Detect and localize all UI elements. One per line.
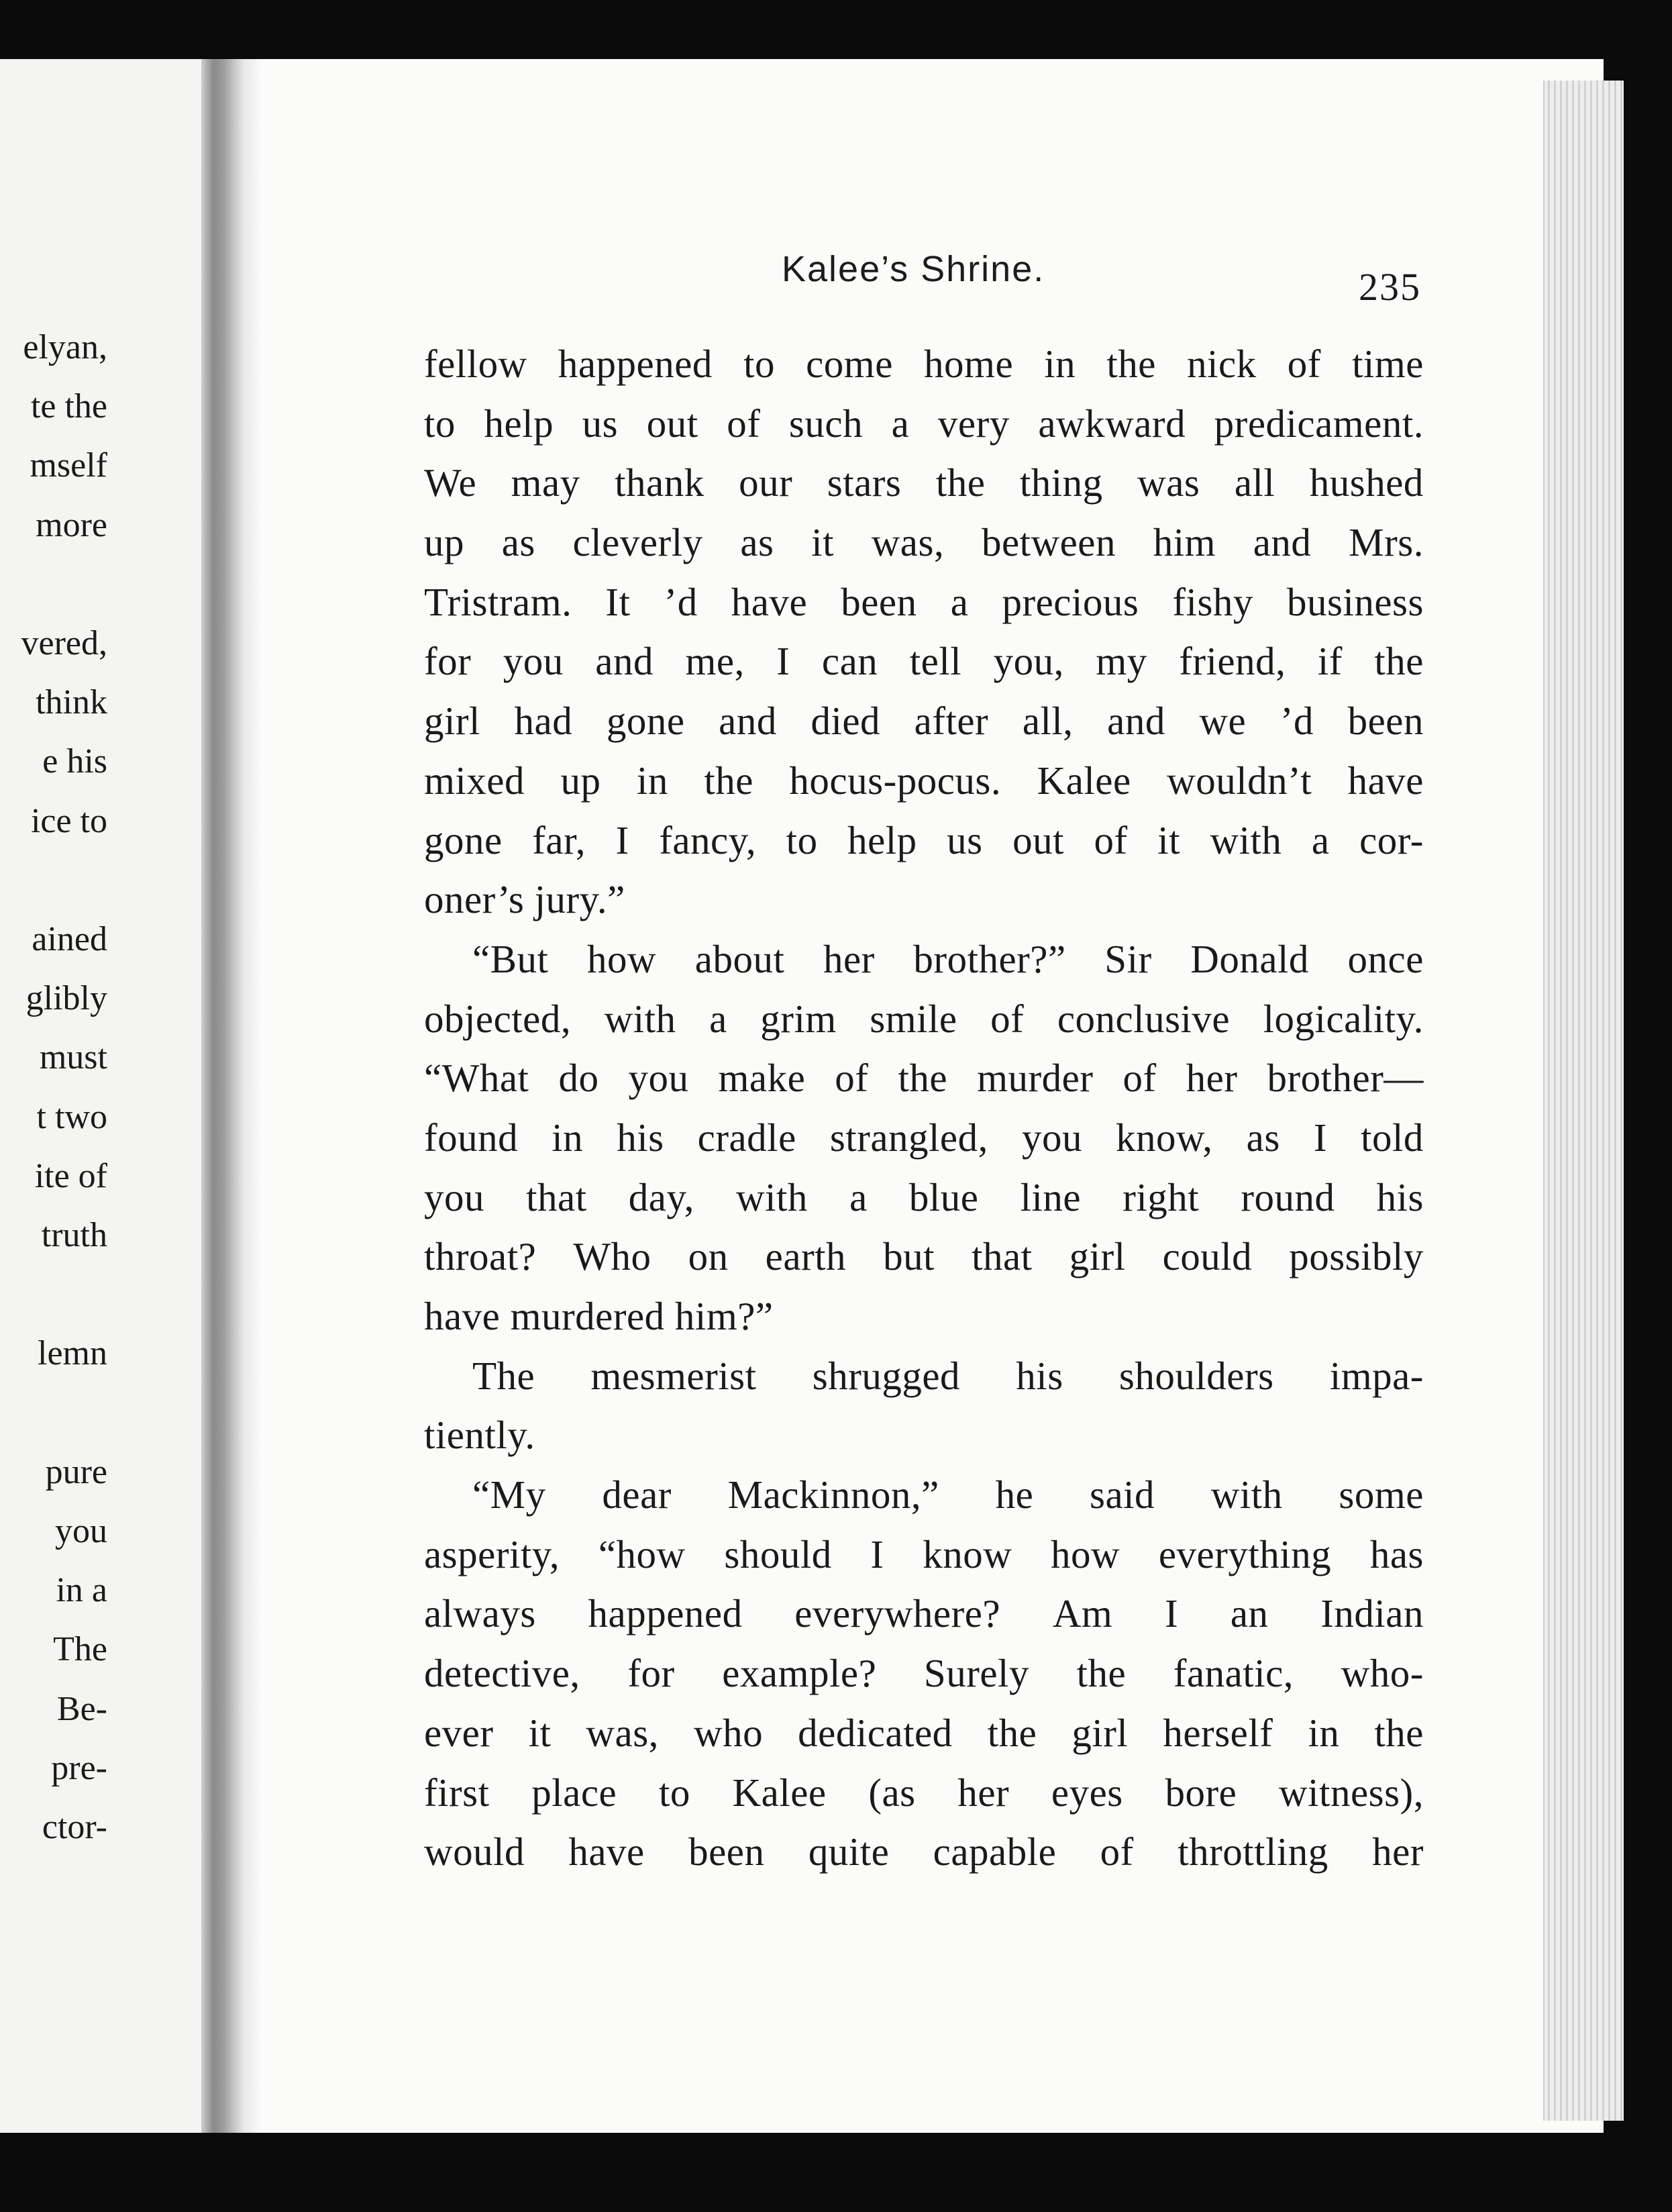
word: and [1107,699,1165,744]
word: on [688,1234,729,1279]
word: how [1051,1531,1120,1576]
text-line [424,989,1424,1049]
word: We [424,460,477,505]
body-text [424,334,1424,1882]
word: a [891,401,910,446]
left-page-line: mself [30,446,107,485]
word: Indian [1320,1591,1424,1636]
word: a [1311,817,1330,862]
left-page-line: glibly [25,979,107,1018]
word: it [1157,817,1180,862]
word: has [1369,1531,1424,1576]
scan-border-top [0,0,1672,59]
word: I [870,1531,884,1576]
word: could [1162,1234,1253,1279]
left-page-line: vered, [21,624,107,662]
word: herself [1163,1710,1273,1755]
word: stars [827,460,902,505]
word: detective, [424,1651,580,1696]
left-page [0,59,201,2133]
word: dedicated [798,1710,953,1755]
text-line [424,1168,1424,1227]
word: have [731,579,808,624]
text-line [424,572,1424,632]
word: ever [424,1710,494,1755]
text-line [424,1525,1424,1585]
word: fishy [1172,579,1253,624]
word: of [1094,817,1128,862]
word: in [636,758,668,803]
word: all [1234,460,1275,505]
word: murder [977,1056,1094,1101]
text-line [424,1048,1424,1108]
left-page-line: te the [30,387,107,426]
text-line [424,1822,1424,1882]
word: day, [628,1174,694,1219]
word: capable [933,1829,1057,1874]
word: dear [602,1472,672,1517]
word: been [1347,699,1424,744]
word: for [424,639,472,684]
word: should [724,1531,832,1576]
word: throat? [424,1234,537,1279]
text-line [424,691,1424,751]
word: Mackinnon,” [727,1472,939,1517]
left-page-line: The [53,1630,107,1669]
left-page-line: must [39,1038,107,1077]
word: everywhere? [794,1591,1001,1636]
left-page-line: t two [36,1097,107,1136]
word: I [776,639,790,684]
left-page-line: pre- [51,1748,107,1787]
word: friend, [1179,639,1286,684]
word: you [1021,1115,1082,1160]
left-page-line: in a [56,1571,107,1610]
word: “how [598,1531,686,1576]
word: was, [871,520,945,565]
word: I [1313,1115,1328,1160]
word: “My [472,1472,546,1517]
word: can [821,639,878,684]
word: very [937,401,1010,446]
word: her [957,1770,1010,1815]
word: round [1241,1174,1335,1219]
word: blue [908,1174,979,1219]
word: make [718,1056,806,1101]
word: the [935,460,986,505]
word: brother— [1267,1056,1424,1101]
text-line [424,751,1424,811]
word: mesmerist [590,1353,757,1398]
word: help [484,401,554,446]
word: tell [909,639,962,684]
left-page-line: you [55,1512,107,1550]
text-line [424,1108,1424,1168]
word: place [531,1770,617,1815]
word: hushed [1309,460,1424,505]
word: between [981,520,1116,565]
word: our [739,460,793,505]
word: us [582,401,619,446]
word: the [704,758,753,803]
word: conclusive [1057,996,1231,1041]
word: him [1153,520,1216,565]
word: ’d [1279,699,1314,744]
word: after [914,699,989,744]
word: with [736,1174,808,1219]
word: Kalee [732,1770,827,1815]
word: predicament. [1214,401,1424,446]
word: shoulders [1118,1353,1274,1398]
word: of [835,1056,869,1101]
word: example? [722,1651,877,1696]
text-line [424,811,1424,870]
text-line [424,1227,1424,1287]
word: the [898,1056,948,1101]
word: all, [1022,699,1074,744]
text-line: tiently. [424,1413,535,1458]
word: have [1347,758,1424,803]
left-page-line: elyan, [23,328,107,366]
word: with [1210,1472,1283,1517]
word: The [472,1353,535,1398]
word: cor- [1359,817,1424,862]
word: may [511,460,580,505]
word: precious [1002,579,1139,624]
left-page-line: lemn [38,1334,107,1373]
word: was [1137,460,1200,505]
word: up [560,758,601,803]
word: was, [586,1710,659,1755]
text-line [424,1644,1424,1703]
word: Kalee [1037,758,1131,803]
running-title: Kalee’s Shrine. [782,249,1045,289]
word: died [811,699,881,744]
word: he [995,1472,1034,1517]
word: always [424,1591,536,1636]
word: girl [1069,1234,1126,1279]
page-number: 235 [1359,265,1421,309]
text-line: oner’s jury.” [424,877,625,922]
word: but [883,1234,935,1279]
word: home [924,342,1014,386]
word: girl [1072,1710,1129,1755]
text-line [424,632,1424,691]
left-page-line: think [36,683,107,722]
word: been [688,1829,765,1874]
word: of [1122,1056,1157,1101]
word: grim [760,996,837,1041]
text-line [424,1703,1424,1763]
word: It [605,579,631,624]
word: us [947,817,983,862]
word: and [719,699,777,744]
left-page-line: more [36,505,107,544]
word: as [740,520,774,565]
word: brother?” [913,936,1066,981]
word: know [923,1531,1012,1576]
word: to [424,401,456,446]
word: of [727,401,761,446]
word: told [1361,1115,1424,1160]
scan-border-right [1624,0,1672,2212]
word: the [1374,639,1424,684]
word: me, [685,639,745,684]
left-page-line: ctor- [42,1808,107,1846]
word: the [1106,342,1156,386]
word: you [424,1174,484,1219]
word: “What [424,1056,529,1101]
word: fanatic, [1173,1651,1294,1696]
word: (as [868,1770,916,1815]
word: mixed [424,758,525,803]
word: an [1230,1591,1269,1636]
text-line [424,1584,1424,1644]
word: to [658,1770,690,1815]
word: would [424,1829,525,1874]
word: and [595,639,654,684]
word: once [1347,936,1424,981]
word: line [1020,1174,1082,1219]
word: out [1012,817,1065,862]
word: know, [1116,1115,1213,1160]
word: logicality. [1263,996,1424,1041]
word: found [424,1115,519,1160]
word: for [627,1651,675,1696]
text-line [424,1465,1424,1525]
left-page-line: pure [45,1452,107,1491]
word: as [501,520,535,565]
word: cradle [697,1115,796,1160]
word: with [604,996,676,1041]
word: impa- [1329,1353,1424,1398]
word: it [811,520,834,565]
word: his [1016,1353,1063,1398]
scan-border-bottom [0,2133,1672,2212]
word: fellow [424,342,527,386]
left-page-line: ained [32,920,107,958]
word: come [806,342,893,386]
word: time [1352,342,1424,386]
word: wouldn’t [1167,758,1312,803]
book-gutter [201,59,262,2133]
word: that [526,1174,587,1219]
word: a [709,996,727,1041]
left-page-line: ice to [30,801,107,840]
word: of [990,996,1025,1041]
word: asperity, [424,1531,560,1576]
word: who [693,1710,764,1755]
word: Donald [1190,936,1309,981]
word: such [788,401,864,446]
word: as [1246,1115,1280,1160]
word: awkward [1038,401,1186,446]
word: in [552,1115,584,1160]
word: business [1286,579,1424,624]
left-page-line: truth [41,1216,107,1254]
word: I [1165,1591,1179,1636]
word: how [587,936,657,981]
word: happened [558,342,713,386]
word: with [1210,817,1282,862]
word: said [1089,1472,1155,1517]
text-line [424,929,1424,989]
word: Tristram. [424,579,572,624]
text-line: have murdered him?” [424,1294,774,1338]
word: you [503,639,564,684]
word: do [558,1056,599,1101]
word: that [972,1234,1033,1279]
word: have [568,1829,645,1874]
word: “But [472,936,549,981]
word: been [841,579,917,624]
text-line [424,1763,1424,1823]
word: to [786,817,818,862]
word: his [617,1115,664,1160]
word: her [1186,1056,1238,1101]
word: and [1253,520,1312,565]
word: a [950,579,969,624]
word: about [694,936,785,981]
word: a [849,1174,868,1219]
word: Sir [1104,936,1152,981]
word: we [1199,699,1247,744]
word: his [1376,1174,1424,1219]
text-line [424,394,1424,454]
text-line [424,453,1424,513]
word: strangled, [829,1115,988,1160]
word: shrugged [812,1353,961,1398]
word: the [1374,1710,1424,1755]
word: objected, [424,996,572,1041]
word: if [1317,639,1343,684]
word: everything [1158,1531,1332,1576]
word: eyes [1051,1770,1123,1815]
word: her [1372,1829,1424,1874]
word: happened [588,1591,743,1636]
word: gone [606,699,685,744]
word: Mrs. [1349,520,1424,565]
word: fancy, [659,817,757,862]
word: witness), [1279,1770,1424,1815]
word: the [987,1710,1037,1755]
word: who- [1341,1651,1424,1696]
word: in [1308,1710,1340,1755]
word: to [743,342,775,386]
word: it [528,1710,552,1755]
word: thank [615,460,704,505]
word: earth [765,1234,847,1279]
word: right [1122,1174,1200,1219]
word: I [615,817,629,862]
page-edges [1543,81,1625,2121]
text-line [424,1346,1424,1406]
word: bore [1165,1770,1237,1815]
word: my [1096,639,1147,684]
word: her [823,936,875,981]
word: of [1100,1829,1134,1874]
word: quite [808,1829,890,1874]
word: ’d [664,579,698,624]
word: you, [993,639,1064,684]
word: some [1339,1472,1424,1517]
text-line [424,513,1424,572]
word: Surely [923,1651,1029,1696]
left-page-line: Be- [56,1689,107,1728]
word: had [514,699,573,744]
word: Am [1052,1591,1113,1636]
word: the [1076,1651,1127,1696]
word: you [628,1056,689,1101]
word: smile [870,996,957,1041]
word: help [847,817,917,862]
word: girl [424,699,480,744]
word: up [424,520,464,565]
word: hocus-pocus. [789,758,1002,803]
word: thing [1019,460,1103,505]
text-line [424,334,1424,394]
left-page-line: e his [42,742,107,781]
word: possibly [1289,1234,1424,1279]
word: first [424,1770,490,1815]
word: Who [573,1234,651,1279]
left-page-line: ite of [34,1156,107,1195]
word: far, [532,817,586,862]
word: in [1044,342,1076,386]
word: throttling [1178,1829,1328,1874]
word: out [646,401,698,446]
word: nick [1187,342,1257,386]
word: cleverly [572,520,703,565]
word: gone [424,817,503,862]
word: of [1287,342,1321,386]
